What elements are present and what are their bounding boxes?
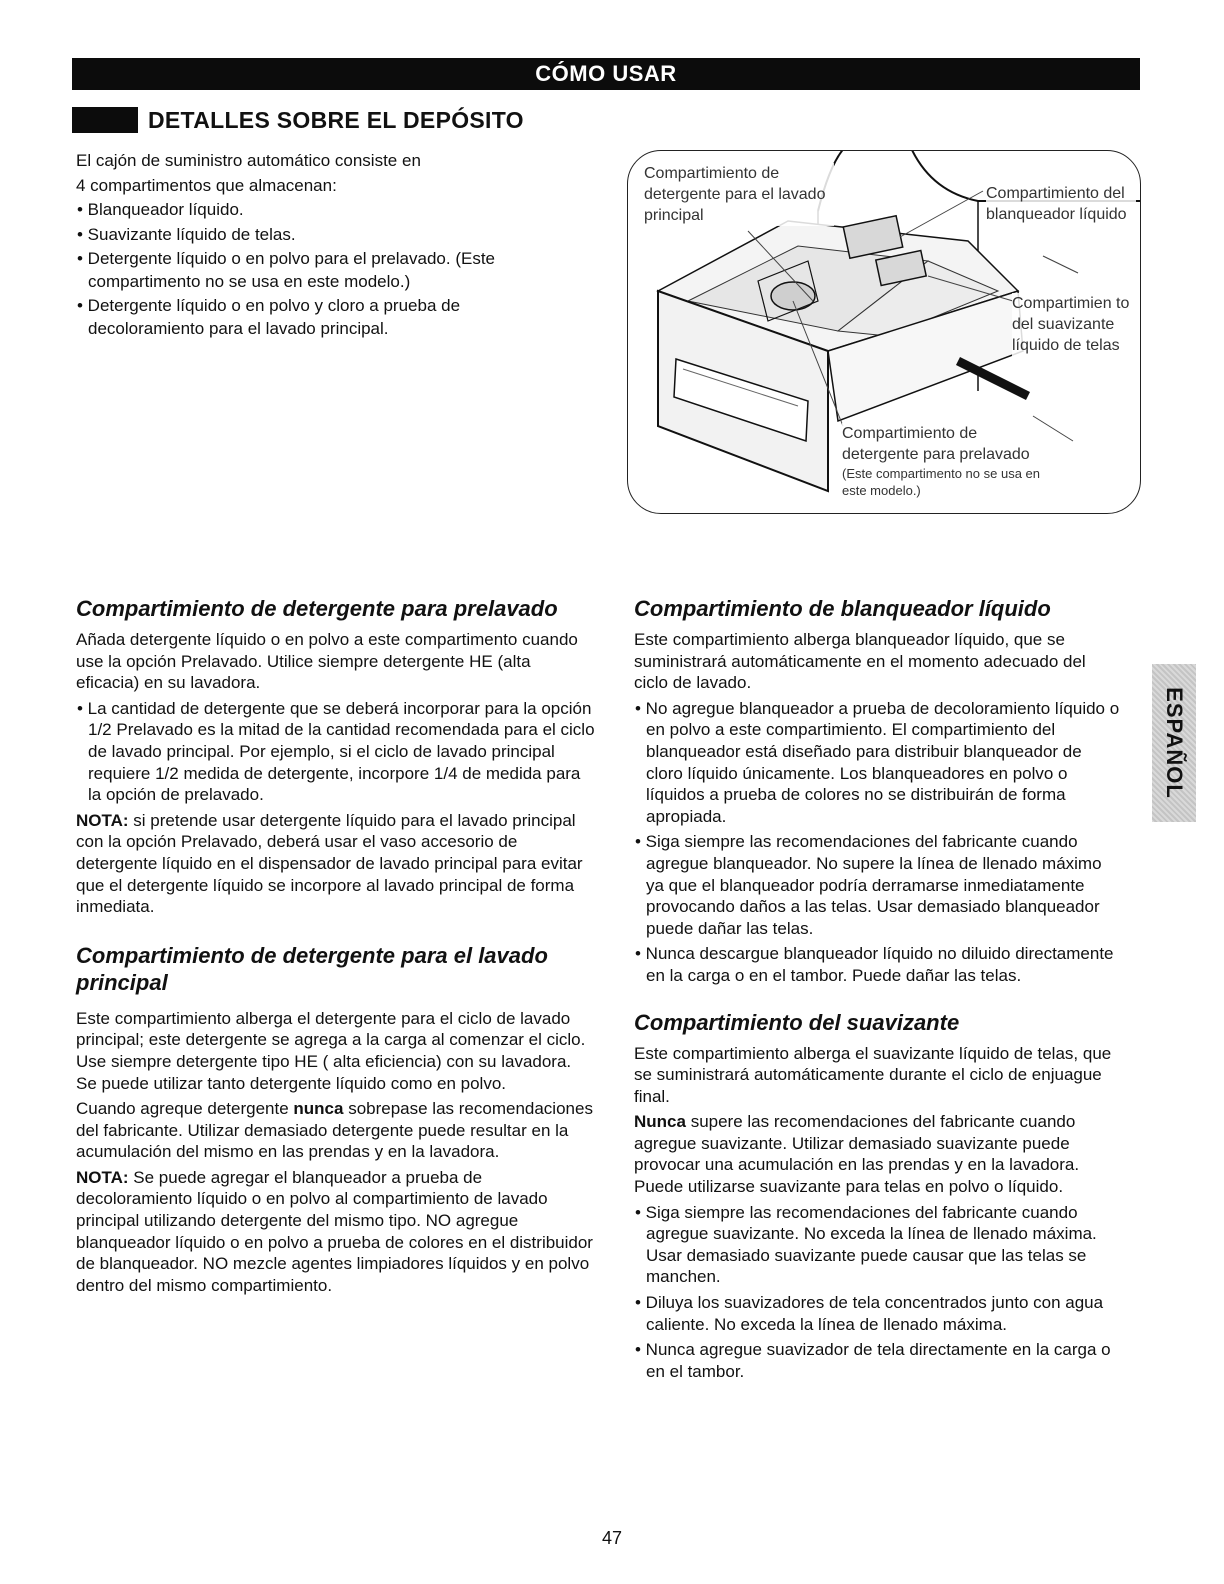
page-banner: CÓMO USAR bbox=[72, 58, 1140, 90]
main-note bbox=[76, 1167, 596, 1297]
section-title: DETALLES SOBRE EL DEPÓSITO bbox=[148, 106, 524, 133]
label-prewash: Compartimiento de detergente para prelavado bbox=[842, 423, 1042, 465]
bleach-bullet: • Siga siempre las recomendaciones del fabricante cuando agregue blanqueador. No supere la línea de llenado máximo ya que el blanqueador podría derramarse inmediatamente provocando daños a las telas. Usar demasiado blanqueador puede dañar las telas. bbox=[635, 832, 1102, 938]
main-paragraph: Este compartimiento alberga el detergente para el ciclo de lavado principal; este detergente se agrega a la carga al comenzar el ciclo. Use siempre detergente tipo HE ( alta eficiencia) con su lavadora. Se puede utilizar tanto detergente líquido como en polvo. bbox=[76, 1008, 586, 1093]
section-marker bbox=[72, 107, 138, 133]
softener-bullet: • Nunca agregue suavizador de tela directamente en la carga o en el tambor. bbox=[635, 1340, 1111, 1381]
bleach-bullet: • Nunca descargue blanqueador líquido no diluido directamente en la carga o en el tambor. Puede dañar las telas. bbox=[635, 944, 1114, 985]
intro-line-1: El cajón de suministro automático consiste en bbox=[76, 151, 421, 170]
note-text: si pretende usar detergente líquido para el lavado principal con la opción Prelavado, deberá usar el vaso accesorio de detergente líquido en el dispensador de lavado principal para evitar que el detergente líquido se incorpore al lavado principal de forma inmediata. bbox=[76, 810, 583, 917]
intro-bullet: • Suavizante líquido de telas. bbox=[77, 224, 296, 244]
label-prewash-note: (Este compartimento no se usa en este modelo.) bbox=[842, 466, 1040, 498]
left-column bbox=[76, 595, 596, 1300]
label-main-wash: Compartimiento de detergente para el lavado principal bbox=[644, 163, 834, 226]
prewash-bullet: • La cantidad de detergente que se deberá incorporar para la opción 1/2 Prelavado es la mitad de la cantidad recomendada para el ciclo de lavado principal. Por ejemplo, si el ciclo de lavado principal requiere 1/2 medida de detergente, incorpore 1/4 de medida para la opción de prelavado. bbox=[77, 698, 595, 805]
heading-softener: Compartimiento del suavizante bbox=[634, 1009, 960, 1035]
intro-line-2: 4 compartimentos que almacenan: bbox=[76, 175, 337, 195]
page-number: 47 bbox=[601, 1528, 623, 1548]
intro-bullet: • Detergente líquido o en polvo para el prelavado. (Este compartimento no se usa en este modelo.) bbox=[77, 249, 495, 291]
heading-main-wash: Compartimiento de detergente para el lavado principal bbox=[76, 942, 548, 995]
bleach-bullet: • No agregue blanqueador a prueba de decoloramiento líquido o en polvo a este compartimiento. El compartimiento del blanqueador está diseñado para distribuir blanqueador de cloro líquido únicamente. Los blanqueadores en polvo o líquidos a prueba de colores no se distribuirán de forma apropiada. bbox=[635, 698, 1120, 826]
label-bleach: Compartimiento del blanqueador líquido bbox=[986, 183, 1136, 225]
language-tab bbox=[1152, 664, 1196, 822]
softener-p2-text: supere las recomendaciones del fabricante cuando agregue suavizante. Utilizar demasiado suavizante puede provocar una acumulación en las prendas y en la lavadora. Puede utilizarse suavizante para telas en polvo o líquido. bbox=[634, 1112, 1080, 1197]
main-paragraph-2 bbox=[76, 1098, 596, 1163]
prewash-note bbox=[76, 810, 596, 918]
heading-prewash: Compartimiento de detergente para prelavado bbox=[76, 596, 558, 621]
softener-paragraph: Este compartimiento alberga el suavizante líquido de telas, que se suministrará automáticamente durante el ciclo de enjuague final. bbox=[634, 1043, 1112, 1106]
section-header bbox=[72, 106, 524, 134]
heading-bleach: Compartimiento de blanqueador líquido bbox=[634, 596, 1051, 621]
right-column bbox=[634, 595, 1120, 1386]
prewash-paragraph: Añada detergente líquido o en polvo a este compartimento cuando use la opción Prelavado. Utilice siempre detergente HE (alta eficacia) en su lavadora. bbox=[76, 630, 578, 693]
note-label: NOTA: bbox=[76, 810, 129, 830]
language-tab-label: ESPAÑOL bbox=[1162, 687, 1187, 799]
main-p2-b: sobrepase las recomendaciones del fabricante. Utilizar demasiado detergente puede resultar en la acumulación del mismo en las prendas y en la lavadora. bbox=[76, 1099, 593, 1162]
main-p2-bold: nunca bbox=[293, 1099, 344, 1119]
dispenser-diagram bbox=[627, 150, 1141, 514]
softener-bullet: • Diluya los suavizadores de tela concentrados junto con agua caliente. No exceda la línea de llenado máxima. bbox=[635, 1293, 1104, 1334]
bleach-paragraph: Este compartimiento alberga blanqueador líquido, que se suministrará automáticamente en el momento adecuado del ciclo de lavado. bbox=[634, 630, 1086, 693]
main-p2-a: Cuando agreque detergente bbox=[76, 1099, 294, 1119]
softener-p2-bold: Nunca bbox=[634, 1112, 686, 1132]
intro-bullet: • Detergente líquido o en polvo y cloro a prueba de decoloramiento para el lavado principal. bbox=[77, 296, 461, 338]
softener-paragraph-2 bbox=[634, 1111, 1120, 1197]
note-label: NOTA: bbox=[76, 1167, 129, 1187]
note-text: Se puede agregar el blanqueador a prueba de decoloramiento líquido o en polvo al compartimiento de lavado principal utilizando detergente del mismo tipo. NO agregue blanqueador líquido o en polvo a prueba de colores en el distribuidor de blanqueador. NO mezcle agentes limpiadores líquidos y en polvo dentro del mismo compartimiento. bbox=[76, 1167, 593, 1295]
intro-bullet: • Blanqueador líquido. bbox=[77, 200, 244, 219]
softener-bullet: • Siga siempre las recomendaciones del fabricante cuando agregue suavizante. No exceda la línea de llenado máxima. Usar demasiado suavizante puede causar que las telas se manchen. bbox=[635, 1202, 1097, 1287]
label-softener: Compartimien to del suavizante líquido de telas bbox=[1012, 295, 1130, 354]
intro-text bbox=[76, 150, 546, 342]
